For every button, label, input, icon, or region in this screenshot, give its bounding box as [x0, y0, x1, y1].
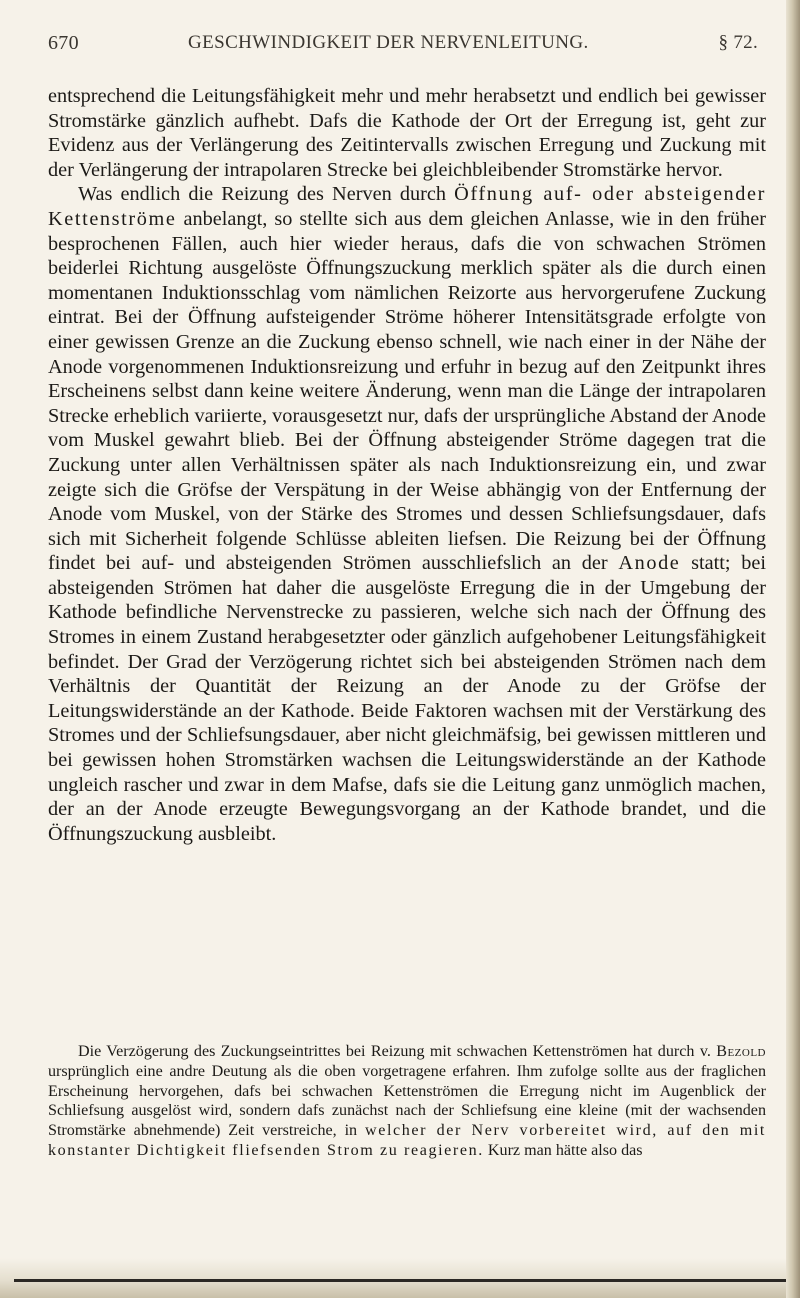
running-head: [48, 30, 768, 58]
footnote-author: Bezold: [716, 1043, 766, 1060]
paragraph-2-start: Was endlich die Reizung des Nerven durch: [78, 183, 455, 206]
paragraph-1: entsprechend die Leitungsfähigkeit mehr und mehr herabsetzt und endlich bei gewisser Stromstärke gänzlich aufhebt. Dafs die Kathode der Ort der Erregung ist, geht zur Evidenz aus der Verlängerung des Zeitintervalls zwischen Erregung und Zuckung mit der Verlängerung der intrapolaren Strecke bei gleichbleibender Stromstärke hervor.: [48, 85, 766, 181]
page-number: 670: [48, 32, 79, 54]
paragraph-2-end: statt; bei absteigenden Strömen hat daher die ausgelöste Erregung die in der Umgebung der Kathode befindliche Nervenstrecke zu passieren, welche sich nach der Öffnung des Stromes in einem Zustand herabgesetzter oder gänzlich aufgehobener Leitungsfähigkeit befindet. Der Grad der Verzögerung richtet sich bei absteigenden Strömen nach dem Verhältnis der Quantität der Reizung an der Anode zu der Gröfse der Leitungswiderstände an der Kathode. Beide Faktoren wachsen mit der Verstärkung des Stromes und der Schliefsungsdauer, aber nicht gleichmäfsig, bei gewissen mittleren und bei gewissen hohen Stromstärken wachsen die Leitungswiderstände an der Kathode ungleich rascher und zwar in dem Mafse, dafs sie die Leitung ganz unmöglich machen, der an der Anode erzeugte Bewegungsvorgang an der Kathode brandet, und die Öffnungszuckung ausbleibt.: [48, 552, 766, 845]
main-text: [48, 84, 766, 846]
emphasized-phrase: Öffnung auf- oder absteigender Kettenströme: [48, 183, 766, 230]
running-title: GESCHWINDIGKEIT DER NERVENLEITUNG.: [188, 32, 589, 53]
footnote: [48, 1042, 766, 1161]
footnote-middle: ursprünglich eine andre Deutung als die oben vorgetragene erfahren. Ihm zufolge sollte aus der fraglichen Erscheinung hervorgehen, dafs bei schwachen Kettenströmen die Erregung nicht im Augenblick der Schliefsung ausgelöst wird, sondern dafs zunächst nach der Schliefsung eine kleine (mit der wachsenden Stromstärke abnehmende) Zeit verstreiche, in: [48, 1062, 766, 1140]
page-bottom-edge-line: [14, 1279, 788, 1282]
footnote-start: Die Verzögerung des Zuckungseintrittes bei Reizung mit schwachen Kettenströmen hat durch v.: [78, 1043, 717, 1060]
footnote-emphasis: welcher der Nerv vorbereitet wird, auf den mit konstanter Dichtigkeit fliefsenden Strom zu reagieren.: [48, 1122, 767, 1159]
paragraph-2-body: anbelangt, so stellte sich aus dem gleichen Anlasse, wie in den früher besprochenen Fällen, auch hier wieder heraus, dafs die von schwachen Strömen beiderlei Richtung ausgelöste Öffnungszuckung merklich später als die durch einen momentanen Induktionsschlag vom nämlichen Reizorte aus hervorgerufene Zuckung eintrat. Bei der Öffnung aufsteigender Ströme höherer Intensitätsgrade erfolgte von einer gewissen Grenze an die Zuckung ebenso schnell, wie nach einer in der Nähe der Anode vorgenommenen Induktionsreizung und erfuhr in bezug auf den Zeitpunkt ihres Erscheinens selbst dann keine weitere Änderung, wenn man die Länge der intrapolaren Strecke erheblich variierte, vorausgesetzt nur, dafs der ursprüngliche Abstand der Anode vom Muskel gewahrt blieb. Bei der Öffnung absteigender Ströme dagegen trat die Zuckung unter allen Verhältnissen später als nach Induktionsreizung ein, und zwar zeigte sich die Gröfse der Verspätung in der Weise abhängig von der Entfernung der Anode vom Muskel, von der Stärke des Stromes und dessen Schliefsungsdauer, dafs sich mit Sicherheit folgende Schlüsse ableiten liefsen. Die Reizung bei der Öffnung findet bei auf- und absteigenden Strömen ausschliefslich an der: [48, 207, 766, 575]
footnote-end: Kurz man hätte also das: [483, 1141, 643, 1159]
page-right-edge-shadow: [786, 0, 800, 1298]
emphasized-anode: Anode: [618, 552, 681, 575]
section-number: § 72.: [718, 32, 758, 53]
page-bottom-shadow: [0, 1258, 800, 1298]
paragraph-2: [48, 182, 766, 846]
